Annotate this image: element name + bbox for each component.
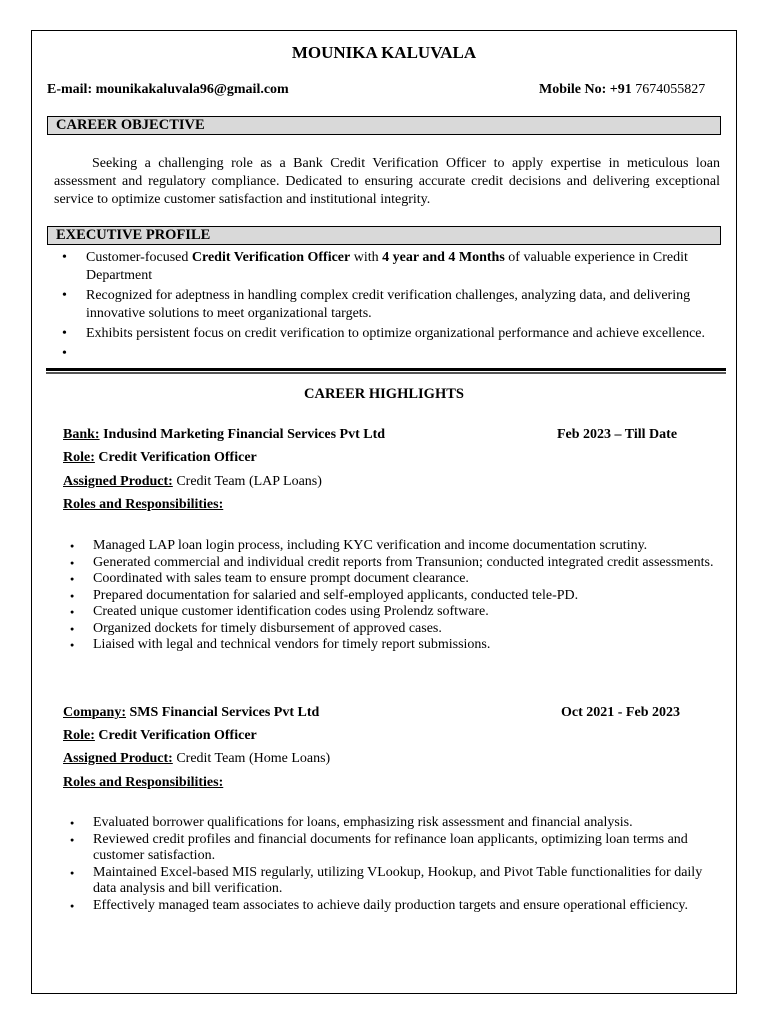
profile-highlight: 4 year and 4 Months bbox=[382, 250, 505, 265]
profile-text: of valuable experience in Credit Department bbox=[86, 250, 688, 283]
email-line bbox=[47, 82, 289, 98]
org-label: Company: bbox=[63, 705, 127, 720]
product-label: Assigned Product: bbox=[63, 474, 173, 489]
mobile-line bbox=[539, 82, 705, 98]
role-name: Credit Verification Officer bbox=[98, 450, 257, 465]
list-item: ● Evaluated borrower qualifications for loans, emphasizing risk assessment and financial analysis. bbox=[70, 815, 720, 832]
role-name: Credit Verification Officer bbox=[98, 728, 257, 743]
empty-list-item bbox=[58, 345, 708, 353]
job-2-responsibilities-heading: Roles and Responsibilities: bbox=[63, 775, 224, 790]
list-item: ● Prepared documentation for salaried and self-employed applicants, conducted tele-PD. bbox=[70, 588, 720, 605]
role-label: Role: bbox=[63, 728, 95, 743]
job-1-role-line bbox=[63, 450, 257, 466]
profile-highlight: Credit Verification Officer bbox=[191, 250, 351, 265]
list-item: ● Coordinated with sales team to ensure prompt document clearance. bbox=[70, 571, 720, 588]
org-name: Indusind Marketing Financial Services Pvt Ltd bbox=[103, 427, 386, 442]
divider-shadow bbox=[46, 372, 726, 374]
executive-profile-list bbox=[58, 249, 708, 355]
list-item: ● Maintained Excel-based MIS regularly, utilizing VLookup, Hookup, and Pivot Table functionalities for daily data analysis and bill verification. bbox=[70, 865, 720, 898]
org-name: SMS Financial Services Pvt Ltd bbox=[129, 705, 320, 720]
job-2-role-line bbox=[63, 728, 257, 744]
job-1-responsibilities-list bbox=[70, 538, 720, 654]
job-2-org-line bbox=[63, 705, 319, 721]
role-label: Role: bbox=[63, 450, 95, 465]
divider bbox=[46, 368, 726, 371]
list-item: ● Generated commercial and individual credit reports from Transunion; conducted integrated credit assessments. bbox=[70, 555, 720, 572]
executive-profile-heading: EXECUTIVE PROFILE bbox=[47, 226, 721, 245]
career-objective-heading: CAREER OBJECTIVE bbox=[47, 116, 721, 135]
list-item: • Exhibits persistent focus on credit verification to optimize organizational performance and achieve excellence. bbox=[58, 325, 708, 343]
email-address[interactable]: mounikakaluvala96@gmail.com bbox=[95, 82, 289, 97]
email-label: E-mail: bbox=[47, 82, 93, 97]
org-label: Bank: bbox=[63, 427, 100, 442]
job-1-responsibilities-heading: Roles and Responsibilities: bbox=[63, 497, 224, 512]
mobile-number[interactable]: 7674055827 bbox=[635, 82, 706, 97]
list-item: ● Managed LAP loan login process, including KYC verification and income documentation scrutiny. bbox=[70, 538, 720, 555]
profile-text: Customer-focused bbox=[86, 250, 192, 265]
job-2-responsibilities-list bbox=[70, 815, 720, 914]
list-item: ● Organized dockets for timely disbursement of approved cases. bbox=[70, 621, 720, 638]
list-item: • Recognized for adeptness in handling complex credit verification challenges, analyzing data, and delivering innovative solutions to meet organizational targets. bbox=[58, 287, 708, 323]
product-name: Credit Team (Home Loans) bbox=[176, 751, 331, 766]
list-item: ● Created unique customer identification codes using Prolendz software. bbox=[70, 604, 720, 621]
job-1-product-line bbox=[63, 474, 322, 490]
candidate-name: MOUNIKA KALUVALA bbox=[291, 43, 477, 62]
list-item: ● Effectively managed team associates to achieve daily production targets and ensure operational efficiency. bbox=[70, 898, 720, 915]
job-1-dates: Feb 2023 – Till Date bbox=[557, 427, 678, 442]
list-item: ● Reviewed credit profiles and financial documents for refinance loan applicants, optimizing loan terms and customer satisfaction. bbox=[70, 832, 720, 865]
product-name: Credit Team (LAP Loans) bbox=[176, 474, 322, 489]
career-objective-text: Seeking a challenging role as a Bank Credit Verification Officer to apply expertise in meticulous loan assessment and regulatory compliance. Dedicated to ensuring accurate credit decisions and delivering exceptional service to optimize customer satisfaction and institutional integrity. bbox=[54, 156, 720, 207]
job-2-dates: Oct 2021 - Feb 2023 bbox=[561, 705, 680, 720]
job-1-org-line bbox=[63, 427, 385, 443]
product-label: Assigned Product: bbox=[63, 751, 173, 766]
list-item: ● Liaised with legal and technical vendors for timely report submissions. bbox=[70, 637, 720, 654]
profile-text: with bbox=[350, 250, 383, 265]
job-2-product-line bbox=[63, 751, 330, 767]
career-highlights-heading: CAREER HIGHLIGHTS bbox=[304, 386, 464, 402]
list-item bbox=[58, 249, 708, 285]
mobile-label: Mobile No: +91 bbox=[539, 82, 632, 97]
